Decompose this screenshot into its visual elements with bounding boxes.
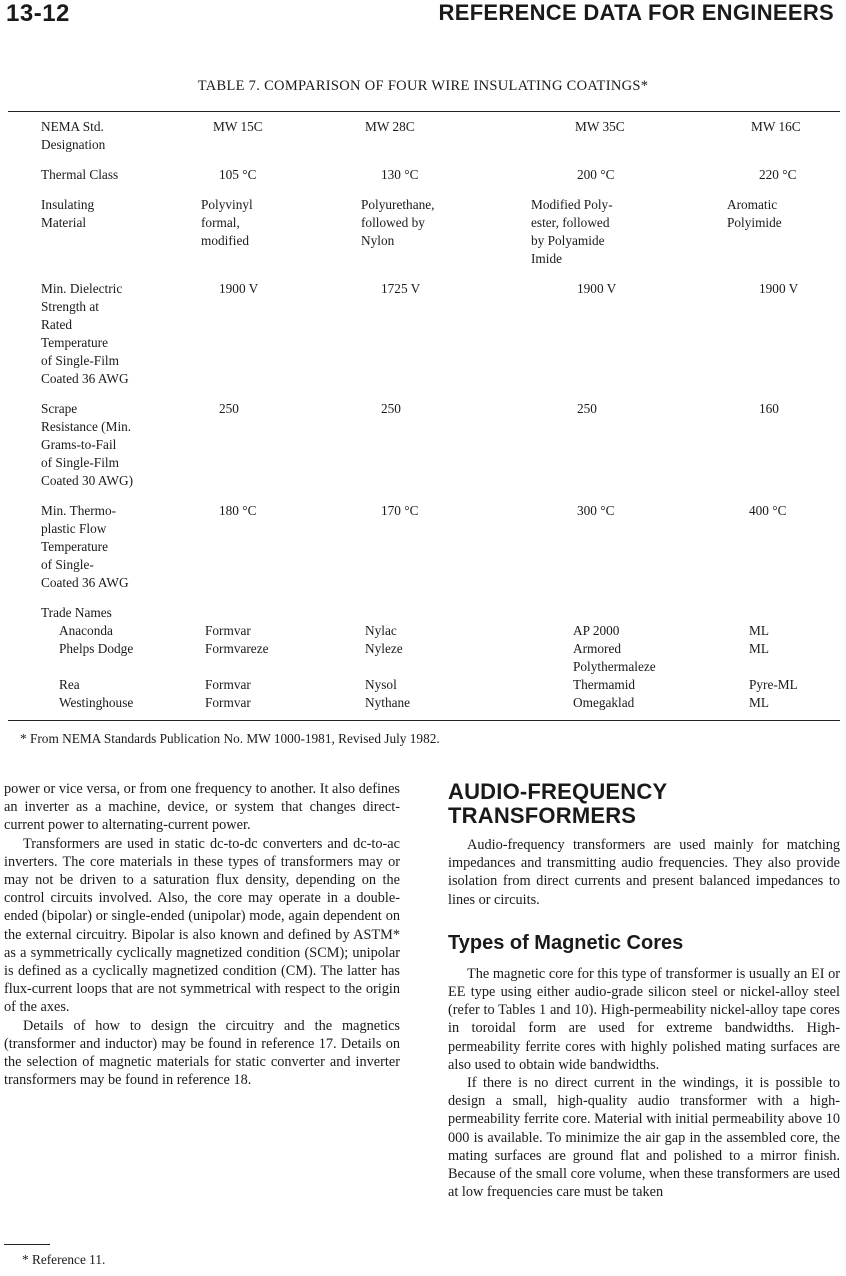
- table-row: [8, 604, 840, 622]
- trade-names-label: Trade Names: [41, 605, 112, 620]
- table-cell-line: Material: [41, 215, 87, 230]
- table-cell-line: Formvar: [205, 695, 251, 710]
- table-cell-line: Formvar: [205, 677, 251, 692]
- table-cell-line: Strength at: [41, 299, 99, 314]
- table-cell: [361, 502, 531, 604]
- table-cell: [727, 118, 840, 166]
- table-cell-line: Nylon: [361, 233, 395, 248]
- running-title: REFERENCE DATA FOR ENGINEERS: [438, 0, 834, 25]
- table-cell-line: Armored: [573, 641, 621, 656]
- table-cell-line: formal,: [201, 215, 240, 230]
- table-cell-line: Min. Dielectric: [41, 281, 123, 296]
- table-cell: [531, 196, 727, 280]
- trade-company: [8, 640, 201, 676]
- table-row: [8, 502, 840, 604]
- table-cell-line: 1900 V: [759, 281, 799, 296]
- table-cell: [727, 502, 840, 604]
- table-cell-line: 1900 V: [219, 281, 259, 296]
- table-cell-line: Formvareze: [205, 641, 269, 656]
- table-cell: [531, 118, 727, 166]
- table-cell: [727, 196, 840, 280]
- table-cell-line: Insulating: [41, 197, 95, 212]
- right-column: [448, 780, 840, 1201]
- table-cell: [361, 676, 531, 694]
- table-cell-line: Omegaklad: [573, 695, 635, 710]
- table-cell-line: AP 2000: [573, 623, 620, 638]
- table-cell: [727, 166, 840, 196]
- table-cell-line: 200 °C: [577, 167, 615, 182]
- body-paragraph: Audio-frequency transformers are used mainly for matching impedances and transmitting audio frequencies. They also provide isolation from direct currents and present balanced impedances to lines or circuits.: [448, 837, 840, 908]
- table-cell-line: Pyre-ML: [749, 677, 798, 692]
- table-cell-line: Polyimide: [727, 215, 782, 230]
- table-cell: [361, 622, 531, 640]
- table-cell-line: 220 °C: [759, 167, 797, 182]
- table-cell-line: plastic Flow: [41, 521, 107, 536]
- table-cell: [201, 640, 361, 676]
- table-row: [8, 694, 840, 712]
- table-row: [8, 166, 840, 196]
- table-caption: TABLE 7. COMPARISON OF FOUR WIRE INSULATING COATINGS*: [197, 78, 649, 94]
- table-cell: [361, 640, 531, 676]
- table-row: [8, 196, 840, 280]
- table-cell-line: Thermal Class: [41, 167, 119, 182]
- table-cell-line: 300 °C: [577, 503, 615, 518]
- table-cell: [531, 280, 727, 400]
- table-cell-line: Temperature: [41, 335, 108, 350]
- table-cell-line: ester, followed: [531, 215, 610, 230]
- table-cell-line: 160: [759, 401, 779, 416]
- row-label: [8, 502, 201, 604]
- table-row: [8, 118, 840, 166]
- comparison-table: [8, 118, 840, 712]
- table-bottom-rule: [8, 720, 840, 721]
- table-cell: [361, 196, 531, 280]
- table-cell: [531, 694, 727, 712]
- row-label: [8, 280, 201, 400]
- table-cell: [201, 502, 361, 604]
- table-cell: [531, 676, 727, 694]
- table-cell: [361, 280, 531, 400]
- table-cell-line: Scrape: [41, 401, 78, 416]
- table-cell-line: of Single-Film: [41, 455, 119, 470]
- table-cell: [201, 622, 361, 640]
- trade-company: [8, 622, 201, 640]
- table-row: [8, 400, 840, 502]
- table-cell: [727, 400, 840, 502]
- table-footnote: * From NEMA Standards Publication No. MW 1000-1981, Revised July 1982.: [20, 731, 440, 746]
- row-label: [8, 118, 201, 166]
- comparison-table-body: [8, 118, 840, 712]
- page-number: 13-12: [6, 0, 70, 27]
- table-cell-line: Formvar: [205, 623, 251, 638]
- page-footnote: * Reference 11.: [22, 1252, 106, 1267]
- trade-company-label: Anaconda: [59, 623, 113, 638]
- table-cell-line: Nythane: [365, 695, 411, 710]
- table-cell-line: 250: [219, 401, 239, 416]
- table-cell-line: followed by: [361, 215, 425, 230]
- table-cell: [201, 166, 361, 196]
- table-cell-line: Nylac: [365, 623, 397, 638]
- table-cell: [201, 118, 361, 166]
- table-cell-line: 250: [381, 401, 401, 416]
- subsection-heading: Types of Magnetic Cores: [448, 931, 684, 954]
- table-cell-line: 180 °C: [219, 503, 257, 518]
- table-cell: [361, 118, 531, 166]
- footnote-rule: [4, 1244, 50, 1245]
- trade-company: [8, 694, 201, 712]
- table-cell-line: Modified Poly-: [531, 197, 613, 212]
- table-cell: [531, 400, 727, 502]
- table-cell: [531, 166, 727, 196]
- trade-company-label: Westinghouse: [59, 695, 134, 710]
- page-header: [0, 0, 846, 30]
- table-row: [8, 676, 840, 694]
- table-cell-line: Grams-to-Fail: [41, 437, 117, 452]
- table-cell-line: 170 °C: [381, 503, 419, 518]
- table-cell-line: MW 35C: [575, 119, 625, 134]
- table-cell-line: Coated 36 AWG: [41, 371, 129, 386]
- body-paragraph: If there is no direct current in the windings, it is possible to design a small, high-quality audio transformer with a high-permeability ferrite core. Material with initial permeability above 10 000 is available. To minimize the air gap in the assembled core, the mating surfaces are ground flat and polished to a mirror finish. Because of the small core volume, when these transformers are used at low frequencies care must be taken: [448, 1075, 840, 1201]
- table-cell: [361, 400, 531, 502]
- table-cell-line: Resistance (Min.: [41, 419, 132, 434]
- table-cell-line: Coated 36 AWG: [41, 575, 129, 590]
- table-cell-line: 1725 V: [381, 281, 421, 296]
- table-cell: [727, 676, 840, 694]
- table-cell-line: Polyurethane,: [361, 197, 435, 212]
- trade-company-label: Phelps Dodge: [59, 641, 134, 656]
- table-cell-line: Imide: [531, 251, 563, 266]
- table-cell-line: 130 °C: [381, 167, 419, 182]
- table-cell-line: Coated 30 AWG): [41, 473, 133, 488]
- table-cell-line: ML: [749, 623, 769, 638]
- table-cell-line: Nysol: [365, 677, 397, 692]
- table-row: [8, 622, 840, 640]
- table-cell-line: MW 16C: [751, 119, 801, 134]
- table-cell: [361, 166, 531, 196]
- table-cell-line: Nyleze: [365, 641, 403, 656]
- body-paragraph: Transformers are used in static dc-to-dc converters and dc-to-ac inverters. The core materials in these types of transformers may or may not be driven to a saturation flux density, depending on the control circuits involved. Also, the core may operate in a double-ended (bipolar) or single-ended (unipolar) mode, again dependent on the external circuitry. Bipolar is also known and defined by ASTM* as a symmetrically cyclically magnetized condition (SCM); unipolar is defined as a cyclically magnetized condition (CM). The latter has flux-current loops that are not symmetrical with respect to the origin of the axes.: [4, 835, 400, 1016]
- table-cell: [201, 694, 361, 712]
- table-cell-line: of Single-Film: [41, 353, 119, 368]
- table-row: [8, 640, 840, 676]
- table-cell-line: 1900 V: [577, 281, 617, 296]
- table-cell-line: ML: [749, 695, 769, 710]
- row-label: [8, 196, 201, 280]
- table-cell: [727, 640, 840, 676]
- table-cell-line: Thermamid: [573, 677, 636, 692]
- table-cell: [201, 676, 361, 694]
- body-paragraph: power or vice versa, or from one frequency to another. It also defines an inverter as a machine, device, or system that changes direct-current power to alternating-current power.: [4, 781, 400, 834]
- table-cell-line: NEMA Std.: [41, 119, 104, 134]
- table-cell-line: Min. Thermo-: [41, 503, 117, 518]
- table-cell-line: Designation: [41, 137, 106, 152]
- body-paragraph: The magnetic core for this type of transformer is usually an EI or EE type using either audio-grade silicon steel or nickel-alloy steel (refer to Tables 1 and 10). High-permeability nickel-alloy tape cores in toroidal form are used for extreme bandwidths. High-permeability ferrite cores with highly polished mating surfaces are also used to obtain wide bandwidths.: [448, 965, 840, 1073]
- left-column: [4, 780, 400, 1089]
- table-cell-line: modified: [201, 233, 250, 248]
- table-cell-line: MW 28C: [365, 119, 415, 134]
- table-top-rule: [8, 111, 840, 112]
- table-cell: [531, 640, 727, 676]
- table-cell: [201, 280, 361, 400]
- table-cell-line: Temperature: [41, 539, 108, 554]
- table-cell-line: Polyvinyl: [201, 197, 253, 212]
- row-label: [8, 166, 201, 196]
- row-label: [8, 400, 201, 502]
- table-cell-line: 250: [577, 401, 597, 416]
- table-cell-line: by Polyamide: [531, 233, 605, 248]
- table-cell: [201, 400, 361, 502]
- table-cell-line: Rated: [41, 317, 73, 332]
- trade-company: [8, 676, 201, 694]
- table-cell-line: 105 °C: [219, 167, 257, 182]
- table-cell: [727, 280, 840, 400]
- table-cell-line: MW 15C: [213, 119, 263, 134]
- table-cell: [201, 196, 361, 280]
- table-row: [8, 280, 840, 400]
- section-heading: AUDIO-FREQUENCY TRANSFORMERS: [448, 779, 667, 828]
- body-paragraph: Details of how to design the circuitry and the magnetics (transformer and inductor) may be found in reference 17. Details on the selection of magnetic materials for static converter and inverter transformers may be found in reference 18.: [4, 1017, 400, 1089]
- table-cell: [727, 622, 840, 640]
- table-cell-line: of Single-: [41, 557, 94, 572]
- table-cell: [361, 694, 531, 712]
- table-cell-line: Aromatic: [727, 197, 778, 212]
- trade-company-label: Rea: [59, 677, 80, 692]
- table-cell-line: 400 °C: [749, 503, 787, 518]
- table-cell: [727, 694, 840, 712]
- table-cell: [531, 622, 727, 640]
- table-cell: [531, 502, 727, 604]
- table-cell-line: ML: [749, 641, 769, 656]
- table-cell-line: Polythermaleze: [573, 659, 656, 674]
